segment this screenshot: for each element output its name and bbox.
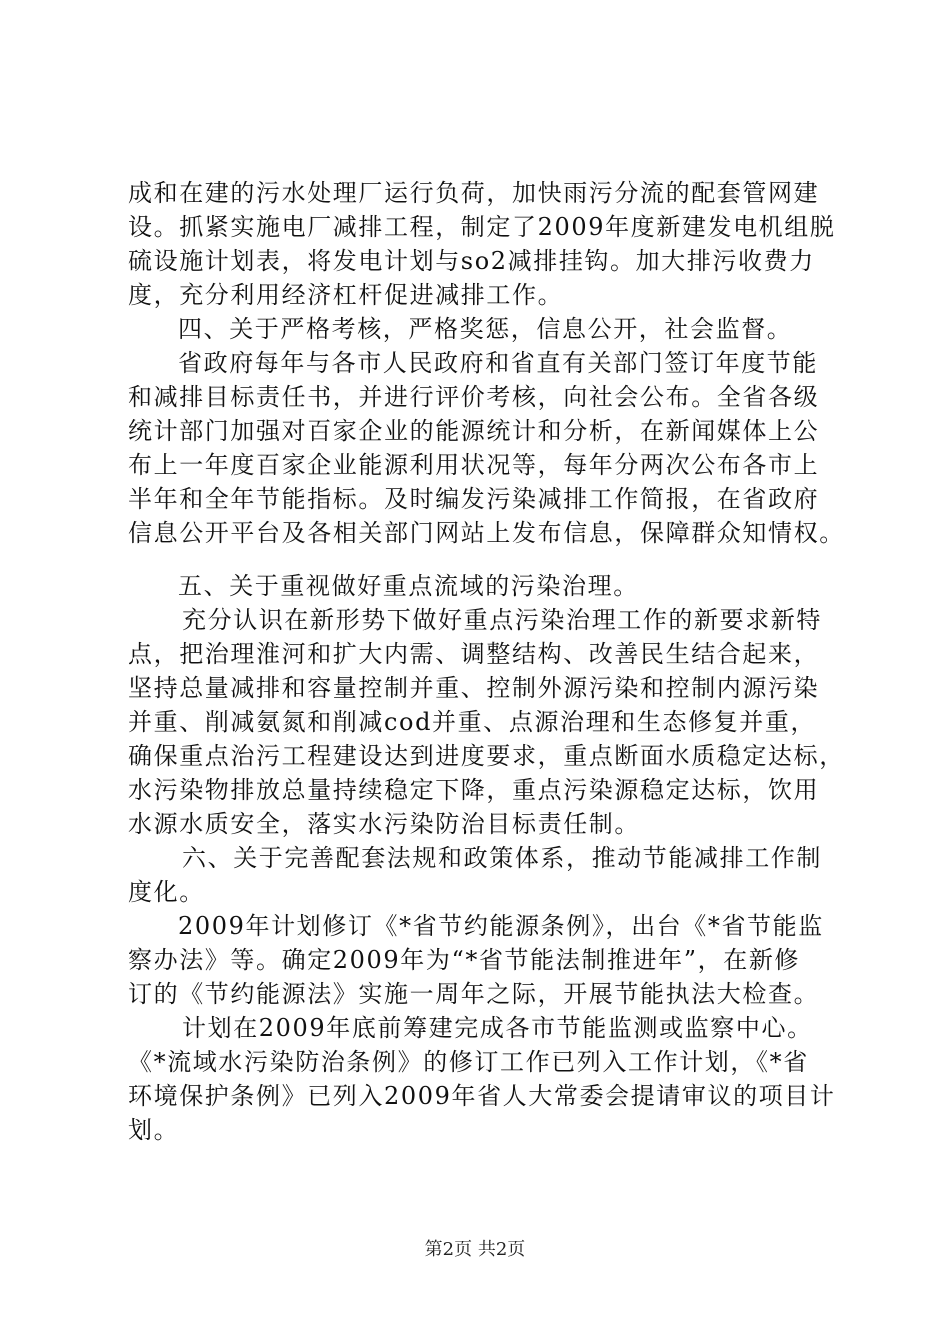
text-line: 计划在2009年底前筹建完成各市节能监测或监察中心。: [182, 1014, 813, 1042]
text-line: 和减排目标责任书，并进行评价考核，向社会公布。全省各级: [128, 383, 820, 411]
text-line: 《*流域水污染防治条例》的修订工作已列入工作计划，《*省: [128, 1048, 809, 1076]
text-line: 水污染物排放总量持续稳定下降，重点污染源稳定达标，饮用: [128, 776, 820, 804]
section-heading-6: 六、关于完善配套法规和政策体系，推动节能减排工作制: [182, 844, 822, 872]
page-number: 第2页 共2页: [424, 1239, 526, 1260]
text-line: 硫设施计划表，将发电计划与so2减排挂钩。加大排污收费力: [128, 247, 815, 275]
text-line: 订的《节约能源法》实施一周年之际，开展节能执法大检查。: [128, 980, 820, 1008]
text-line: 点，把治理淮河和扩大内需、调整结构、改善民生结合起来，: [128, 640, 820, 668]
text-line: 度化。: [128, 878, 205, 906]
text-line: 成和在建的污水处理厂运行负荷，加快雨污分流的配套管网建: [128, 179, 820, 207]
text-line: 确保重点治污工程建设达到进度要求，重点断面水质稳定达标，: [128, 742, 845, 770]
text-line: 统计部门加强对百家企业的能源统计和分析，在新闻媒体上公: [128, 417, 820, 445]
text-line: 并重、削减氨氮和削减cod并重、点源治理和生态修复并重，: [128, 708, 817, 736]
text-line: 充分认识在新形势下做好重点污染治理工作的新要求新特: [182, 606, 822, 634]
text-line: 设。抓紧实施电厂减排工程，制定了2009年度新建发电机组脱: [128, 213, 836, 241]
text-line: 2009年计划修订《*省节约能源条例》，出台《*省节能监: [178, 912, 824, 940]
text-line: 环境保护条例》已列入2009年省人大常委会提请审议的项目计: [128, 1082, 836, 1110]
text-line: 半年和全年节能指标。及时编发污染减排工作简报，在省政府: [128, 485, 820, 513]
text-line: 省政府每年与各市人民政府和省直有关部门签订年度节能: [178, 349, 818, 377]
text-line: 水源水质安全，落实水污染防治目标责任制。: [128, 810, 640, 838]
text-line: 划。: [128, 1116, 180, 1144]
section-heading-4: 四、关于严格考核，严格奖惩，信息公开，社会监督。: [178, 315, 793, 343]
text-line: 信息公开平台及各相关部门网站上发布信息，保障群众知情权。: [128, 519, 845, 547]
text-line: 布上一年度百家企业能源利用状况等，每年分两次公布各市上: [128, 451, 820, 479]
text-line: 察办法》等。确定2009年为“*省节能法制推进年”，在新修: [128, 946, 801, 974]
section-heading-5: 五、关于重视做好重点流域的污染治理。: [178, 572, 639, 600]
text-line: 度，充分利用经济杠杆促进减排工作。: [128, 281, 564, 309]
text-line: 坚持总量减排和容量控制并重、控制外源污染和控制内源污染: [128, 674, 820, 702]
